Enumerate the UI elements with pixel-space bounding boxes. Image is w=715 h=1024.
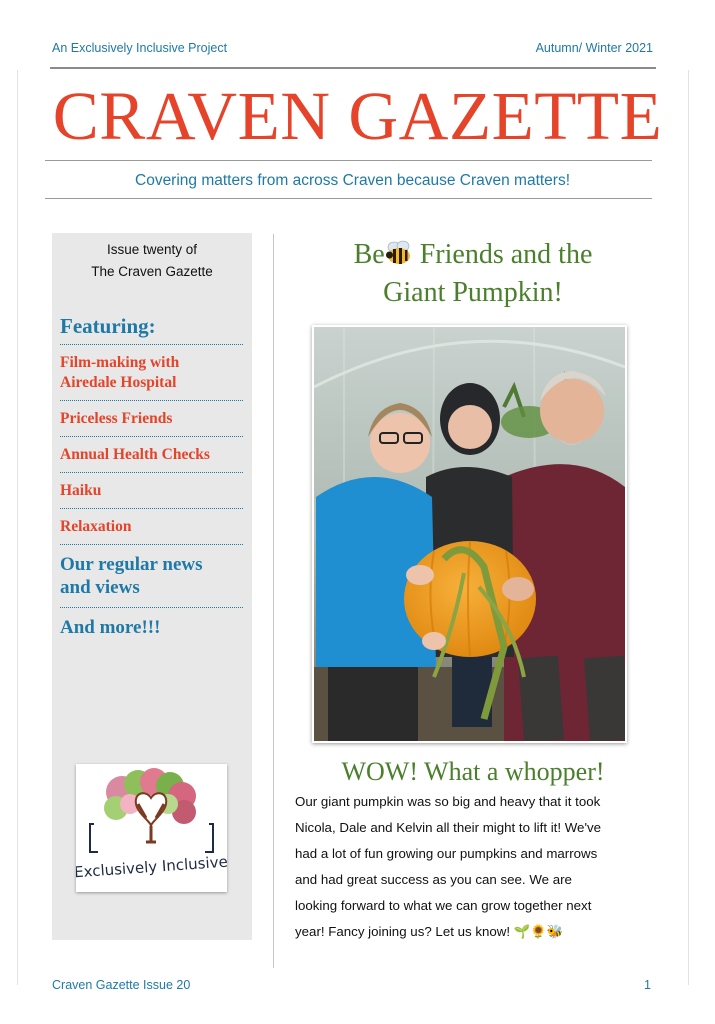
body-line: had a lot of fun growing our pumpkins and marrows (295, 846, 598, 861)
article-headline (284, 236, 662, 312)
body-line: looking forward to what we can grow together next (295, 898, 592, 913)
divider (60, 436, 243, 437)
feature-item-priceless-friends: Priceless Friends (60, 410, 173, 427)
bee-icon (385, 240, 413, 266)
divider (60, 508, 243, 509)
headline-text: Friends and the (412, 239, 593, 270)
issue-line-2: The Craven Gazette (91, 264, 213, 279)
footer-issue: Craven Gazette Issue 20 (52, 978, 191, 992)
feature-line: Film-making with (60, 354, 180, 371)
page-edge-right (688, 70, 689, 985)
exclusively-inclusive-logo (76, 764, 227, 892)
feature-item-news-views (60, 553, 203, 599)
headline-line-2: Giant Pumpkin! (383, 277, 563, 308)
column-divider (273, 234, 274, 968)
masthead-title: CRAVEN GAZETTE (52, 78, 663, 154)
season-label: Autumn/ Winter 2021 (535, 41, 653, 55)
body-line: year! Fancy joining us? Let us know! (295, 924, 514, 939)
body-line: Nicola, Dale and Kelvin all their might to lift it! We've (295, 820, 602, 835)
feature-item-health-checks: Annual Health Checks (60, 446, 210, 463)
divider (60, 400, 243, 401)
feature-item-relaxation: Relaxation (60, 518, 132, 535)
headline-text: Be (353, 239, 385, 270)
masthead-rule-bottom (45, 198, 652, 199)
feature-line: Our regular news (60, 554, 203, 575)
tagline: Covering matters from across Craven because Craven matters! (135, 172, 571, 189)
heart-tree-icon (76, 764, 227, 892)
issue-line-1: Issue twenty of (106, 242, 198, 257)
body-line-last (295, 919, 655, 945)
project-label: An Exclusively Inclusive Project (52, 41, 228, 55)
divider (60, 344, 243, 345)
page-number: 1 (644, 978, 651, 992)
divider (60, 607, 243, 608)
feature-line: and views (60, 577, 140, 598)
logo-wordmark: Exclusively Inclusive (76, 852, 227, 882)
divider (60, 472, 243, 473)
sidebar (52, 233, 252, 940)
photo-illustration (314, 327, 625, 741)
body-line: and had great success as you can see. We are (295, 872, 572, 887)
article-subhead: WOW! What a whopper! (341, 757, 605, 786)
pumpkin-photo (312, 325, 627, 743)
masthead-rule-top (45, 160, 652, 161)
seedling-sunflower-bee-icons: 🌱🌻🐝 (513, 924, 564, 939)
feature-item-film-making (60, 353, 179, 393)
feature-item-haiku: Haiku (60, 482, 102, 499)
article-body (295, 789, 655, 945)
body-line: Our giant pumpkin was so big and heavy that it took (295, 794, 601, 809)
divider (60, 544, 243, 545)
top-rule (50, 67, 656, 69)
featuring-heading: Featuring: (60, 314, 156, 338)
feature-item-and-more: And more!!! (60, 617, 161, 638)
feature-line: Airedale Hospital (60, 374, 177, 391)
page-edge-left (17, 70, 18, 985)
